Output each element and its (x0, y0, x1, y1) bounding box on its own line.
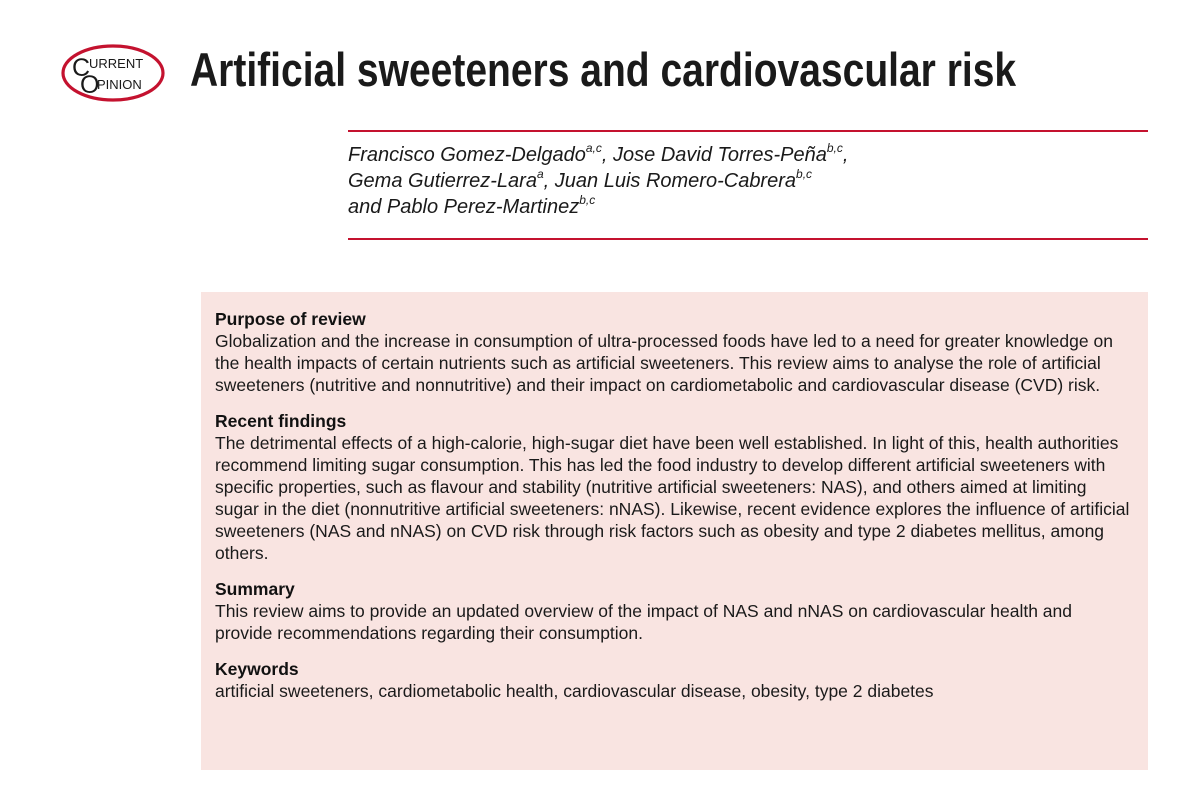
logo-initial-c: C (72, 54, 91, 82)
section-text: artificial sweeteners, cardiometabolic health, cardiovascular disease, obesity, type 2 diabetes (215, 681, 934, 701)
abstract-box (201, 292, 1148, 770)
section-heading: Keywords (215, 659, 299, 679)
section-text: The detrimental effects of a high-calorie, high-sugar diet have been well established. In light of this, health authorities recommend limiting sugar consumption. This has led the food industry to develop different artificial sweeteners with specific properties, such as flavour and stability (nutritive artificial sweeteners: NAS), and others aimed at limiting sugar in the diet (nonnutritive artificial sweeteners: nNAS). Likewise, recent evidence explores the influence of artificial sweeteners (NAS and nNAS) on CVD risk through risk factors such as obesity and type 2 diabetes mellitus, among others. (215, 433, 1130, 563)
author-separator: , (601, 144, 614, 166)
author-list (348, 142, 1148, 220)
section-heading: Purpose of review (215, 309, 366, 329)
author-rule-top (348, 130, 1148, 132)
section-heading: Recent findings (215, 411, 347, 431)
section-text: Globalization and the increase in consumption of ultra-processed foods have led to a need for greater knowledge on the health impacts of certain nutrients such as artificial sweeteners. This review aims to analyse the role of artificial sweeteners (nutritive and nonnutritive) and their impact on cardiometabolic and cardiovascular disease (CVD) risk. (215, 331, 1113, 395)
author-rule-bottom (348, 238, 1148, 240)
author-name: Gema Gutierrez-Lara (348, 170, 537, 192)
author-name: Juan Luis Romero-Cabrera (554, 170, 797, 192)
author-name: Francisco Gomez-Delgado (348, 144, 586, 166)
abstract-section-findings (215, 410, 1134, 564)
logo-word-pinion: PINION (97, 77, 142, 92)
abstract-section-purpose (215, 308, 1134, 396)
journal-logo-mark (60, 43, 166, 103)
logo-initial-o: O (80, 71, 100, 99)
article-title: Artificial sweeteners and cardiovascular risk (190, 43, 1017, 96)
author-affiliation: b,c (796, 167, 813, 181)
abstract-section-keywords (215, 658, 1134, 702)
abstract-section-summary (215, 578, 1134, 644)
logo-word-urrent: URRENT (89, 56, 144, 71)
journal-logo (60, 43, 166, 103)
author-line-2 (348, 168, 1148, 194)
author-name: Jose David Torres-Peña (613, 144, 827, 166)
section-heading: Summary (215, 579, 295, 599)
author-affiliation: b,c (826, 141, 843, 155)
section-text: This review aims to provide an updated overview of the impact of NAS and nNAS on cardiovascular health and provide recommendations regarding their consumption. (215, 601, 1072, 643)
author-affiliation: a (536, 167, 544, 181)
author-line-1 (348, 142, 1148, 168)
author-affiliation: a,c (585, 141, 602, 155)
author-affiliation: b,c (579, 193, 596, 207)
author-name: and Pablo Perez-Martinez (348, 196, 580, 218)
author-separator: , (842, 144, 849, 166)
author-line-3 (348, 194, 1148, 220)
author-separator: , (543, 170, 555, 192)
